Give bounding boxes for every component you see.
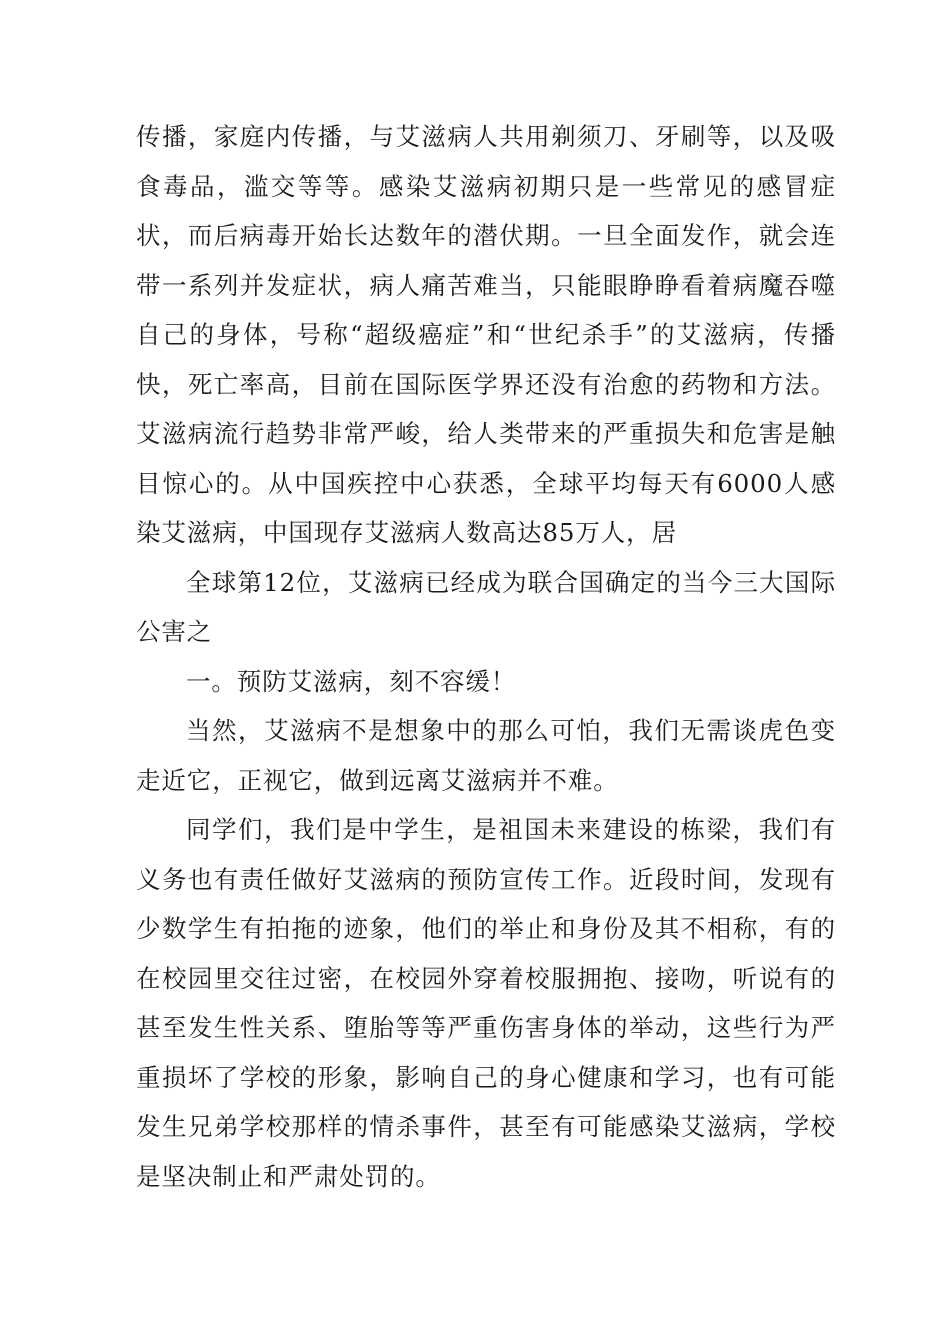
paragraph-students-duty: 同学们，我们是中学生，是祖国未来建设的栋梁，我们有义务也有责任做好艾滋病的预防宣传工作。近段时间，发现有少数学生有拍拖的迹象，他们的举止和身份及其不相称，有的在校园里交往过密，在校园外穿着校服拥抱、接吻，听说有的甚至发生性关系、堕胎等等严重伤害身体的举动，这些行为严重损坏了学校的形象，影响自己的身心健康和学习，也有可能发生兄弟学校那样的情杀事件，甚至有可能感染艾滋病，学校是坚决制止和严肃处罚的。 <box>136 815 836 1191</box>
paragraph-global-rank: 全球第12位，艾滋病已经成为联合国确定的当今三大国际公害之 <box>136 567 836 646</box>
paragraph-not-scary: 当然，艾滋病不是想象中的那么可怕，我们无需谈虎色变走近它，正视它，做到远离艾滋病并不难。 <box>136 716 836 795</box>
paragraph-transmission: 传播，家庭内传播，与艾滋病人共用剃须刀、牙刷等，以及吸食毒品，滥交等等。感染艾滋病初期只是一些常见的感冒症状，而后病毒开始长达数年的潜伏期。一旦全面发作，就会连带一系列并发症状，病人痛苦难当，只能眼睁睁看着病魔吞噬自己的身体，号称“超级癌症”和“世纪杀手”的艾滋病，传播快，死亡率高，目前在国际医学界还没有治愈的药物和方法。艾滋病流行趋势非常严峻，给人类带来的严重损失和危害是触目惊心的。从中国疾控中心获悉，全球平均每天有6000人感染艾滋病，中国现存艾滋病人数高达85万人，居 <box>136 122 836 547</box>
document-page <box>136 112 836 1201</box>
paragraph-urgent-prevention: 一。预防艾滋病，刻不容缓！ <box>186 666 517 696</box>
